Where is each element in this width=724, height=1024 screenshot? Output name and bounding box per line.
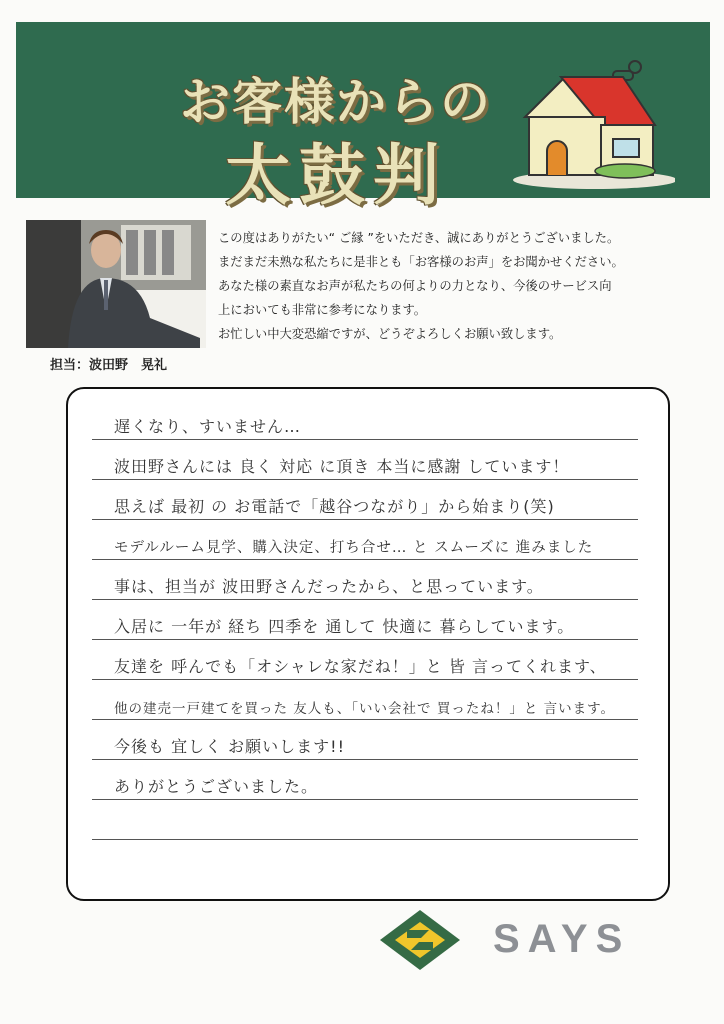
comment-line	[92, 639, 638, 680]
staff-photo	[26, 220, 206, 348]
comment-text: 事は、担当が 波田野さんだったから、と思っています。	[114, 577, 544, 596]
comment-line	[92, 559, 638, 600]
comment-text: モデルルーム見学、購入決定、打ち合せ… と スムーズに 進みました	[114, 540, 594, 556]
house-icon	[505, 55, 675, 190]
comment-line	[92, 399, 638, 440]
says-logo	[375, 900, 675, 980]
intro-line: 上においても非常に参考になります。	[218, 303, 427, 317]
intro-line: あなた様の素直なお声が私たちの何よりの力となり、今後のサービス向	[218, 279, 612, 293]
comment-line	[92, 439, 638, 480]
comment-text: 入居に 一年が 経ち 四季を 通して 快適に 暮らしています。	[114, 617, 575, 636]
comment-text: 他の建売一戸建てを買った 友人も、「いい会社で 買ったね！」と 言います。	[114, 701, 616, 717]
comment-line	[92, 719, 638, 760]
comment-line	[92, 679, 638, 720]
comment-text: 友達を 呼んでも「オシャレな家だね！」と 皆 言ってくれます、	[114, 657, 607, 676]
comment-line	[92, 759, 638, 800]
comment-line	[92, 519, 638, 560]
title-line-1: お客様からの	[180, 73, 492, 131]
comment-text: ありがとうございました。	[114, 777, 319, 796]
comment-text: 思えば 最初 の お電話で「越谷つながり」から始まり(笑)	[114, 497, 555, 516]
staff-caption: 担当：波田野 晃礼	[50, 358, 168, 373]
logo-text: SAYS	[493, 917, 631, 961]
comment-text: 波田野さんには 良く 対応 に頂き 本当に感謝 しています！	[114, 457, 570, 476]
title-line-2: 太鼓判	[225, 137, 447, 214]
intro-line: まだまだ未熟な私たちに是非とも「お客様のお声」をお聞かせください。	[218, 255, 624, 269]
intro-message	[218, 226, 688, 346]
comment-text: 遅くなり、すいません…	[114, 417, 302, 436]
comment-line	[92, 599, 638, 640]
intro-line: この度はありがたい“ ご縁 ”をいただき、誠にありがとうございました。	[218, 231, 620, 245]
comment-text: 今後も 宜しく お願いします!!	[114, 737, 346, 756]
comment-line	[92, 799, 638, 840]
comment-line	[92, 479, 638, 520]
banner-title	[166, 22, 506, 214]
customer-comment-card	[66, 387, 670, 901]
intro-line: お忙しい中大変恐縮ですが、どうぞよろしくお願い致します。	[218, 327, 562, 341]
